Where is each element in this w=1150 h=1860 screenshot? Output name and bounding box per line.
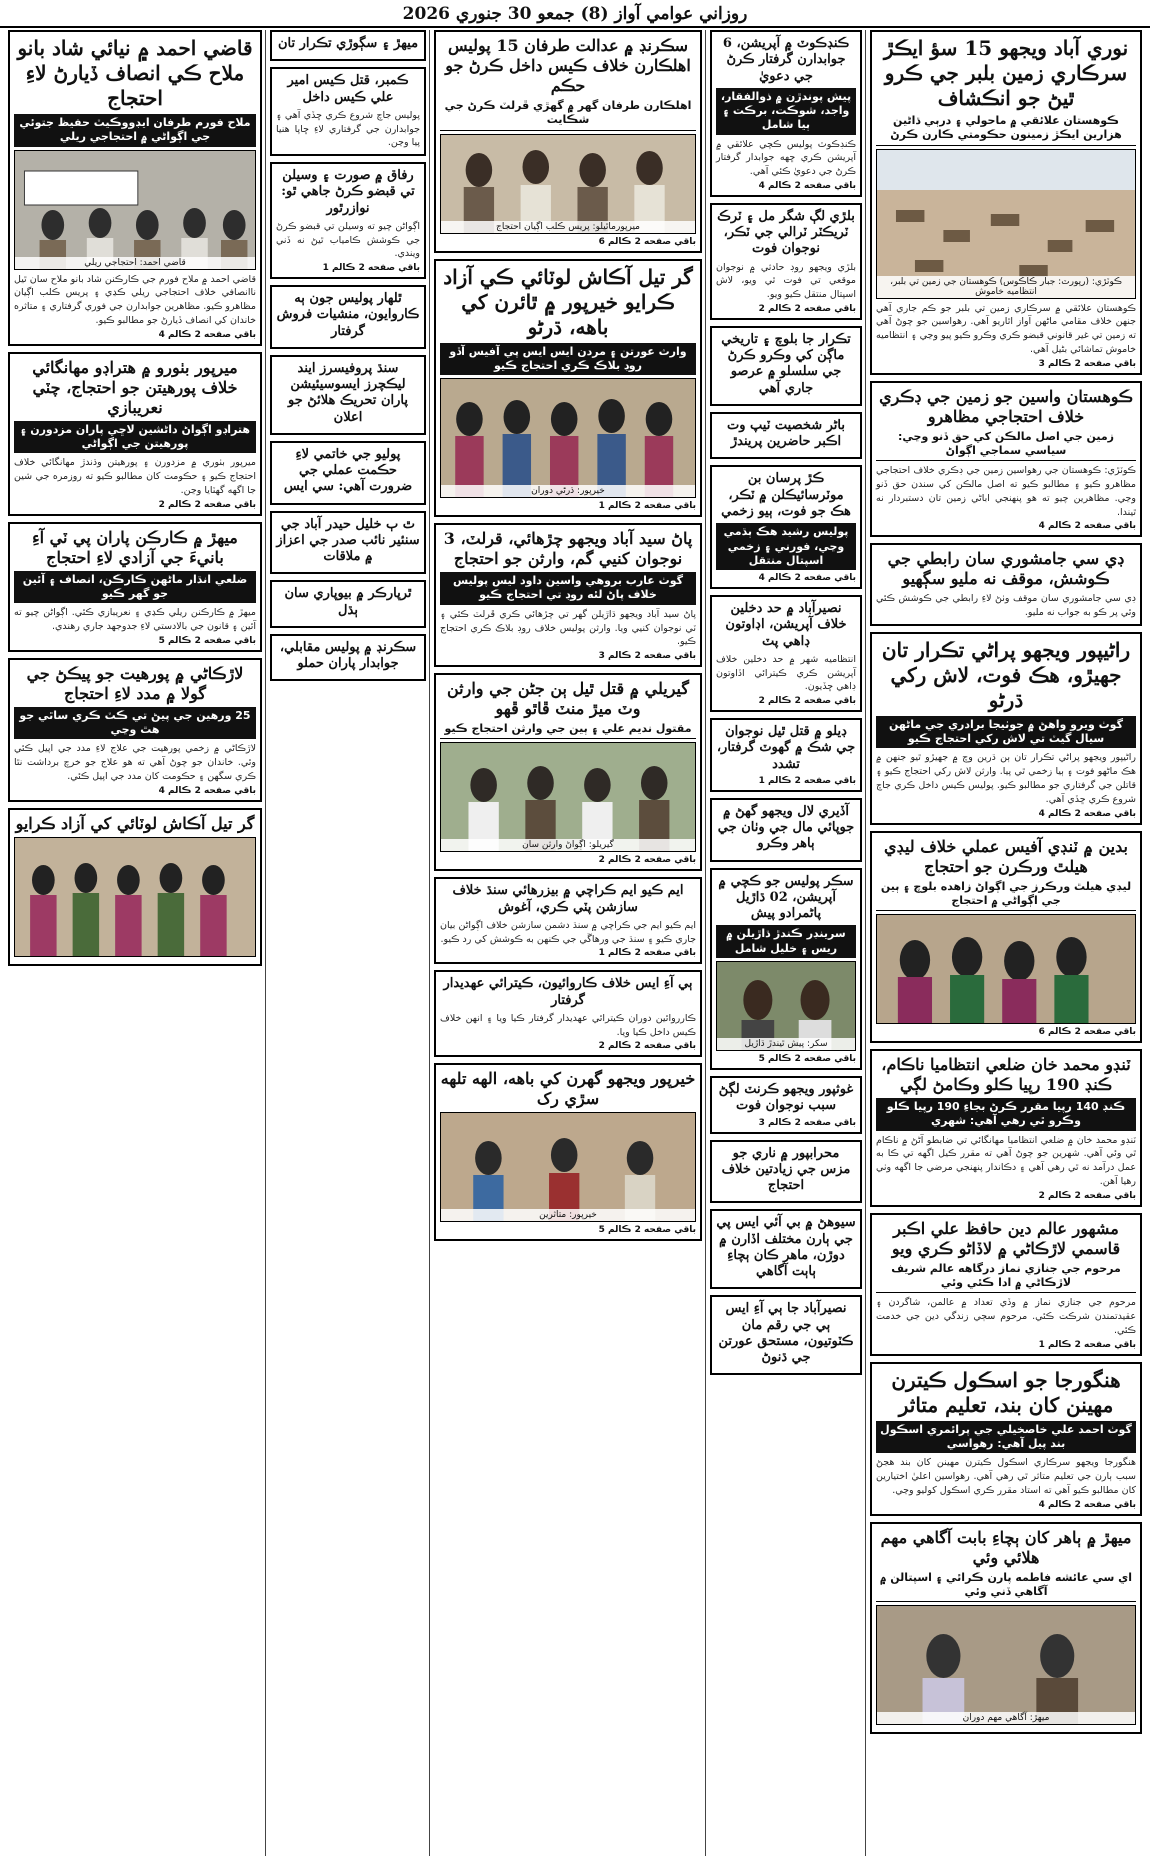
story — [434, 1063, 702, 1241]
story — [434, 673, 702, 871]
continued-note: باقي صفحه 2 ڪالم 6 — [1038, 1027, 1136, 1038]
headline: پوليو جي خاتمي لاءِ حڪمت عملي جي ضرورت آهي: سي ايس — [283, 446, 413, 495]
column-rule — [705, 30, 706, 1856]
headline: تڪرار جا بلوچ ۽ تاريخي ماڳن کي وڪرو ڪرڻ جي سلسلو ۾ عرصو جاري آهي — [721, 331, 851, 396]
continued-note: باقي صفحه 2 ڪالم 5 — [598, 1225, 696, 1236]
story — [434, 30, 702, 253]
headline: ميرپور بٺورو ۾ هتراڊو مهانگائي خلاف پورهيتن جو احتجاج، چٽي نعريبازي — [32, 357, 238, 417]
story — [8, 658, 262, 802]
news-photo — [440, 742, 696, 852]
headline: غوثپور ويجهو ڪرنٽ لڳڻ سبب نوجوان فوت — [718, 1082, 854, 1114]
headline: بلڙي لڳ شگر مل ۽ ٽرڪ ٽريڪٽر ٽرالي جي ٽڪر، نوجوان فوت — [717, 208, 855, 257]
column-rule — [865, 30, 866, 1856]
headline: ڪنڊڪوٽ ۾ آپريشن، 6 جوابدارن گرفتار ڪرڻ جي دعويٰ — [722, 36, 850, 84]
story — [270, 30, 426, 61]
column-rule — [265, 30, 266, 1856]
article-text: راڻيپور ويجهو پراڻي تڪرار تان ٻن ڌرين وچ ۾ جهيڙو ٿيو جنهن ۾ هڪ ماڻهو فوت ۽ ٻيا زخمي ٿي پيا. وارثن لاش رکي احتجاج ڪيو ۽ قاتلن جي گرفتاري جو مطالبو ڪيو. پوليس ڪيس داخل ڪري جاچ شروع ڪري ڇڏي آهي. — [876, 752, 1136, 805]
story — [8, 522, 262, 652]
article-text: پوليس جاچ شروع ڪري ڇڏي آهي ۽ جوابدارن جي گرفتاري لاءِ ڇاپا هنيا پيا وڃن. — [276, 109, 420, 149]
article-text: قاضي احمد ۾ ملاح فورم جي ڪارڪنن شاد بانو ملاح سان ٿيل ناانصافي خلاف احتجاجي ريلي ڪڍي ۽ پريس ڪلب اڳيان مظاهرو ڪيو. مظاهرين جوابدارن جي فوري گرفتاري ۽ متاثره خاندان کي انصاف ڏيارڻ جو مطالبو ڪيو. — [14, 273, 256, 326]
headline: بدين ۾ ٽنڊي آفيس عملي خلاف ليڊي هيلٿ ورڪرن جو احتجاج — [884, 836, 1128, 876]
continued-note: باقي صفحه 2 ڪالم 1 — [1038, 1339, 1136, 1350]
continued-note: باقي صفحه 2 ڪالم 2 — [758, 303, 856, 314]
continued-note: باقي صفحه 2 ڪالم 1 — [758, 775, 856, 786]
news-photo — [876, 1605, 1136, 1725]
subheadline: مقتول نديم علي ۽ ٻين جي وارثن احتجاج ڪيو — [440, 722, 696, 739]
subheadline: مرحوم جي جنازي نماز درگاهه عالم شريف لاڙڪاڻي ۾ ادا ڪئي وئي — [876, 1262, 1136, 1294]
subheadline: زمين جي اصل مالڪن کي حق ڏنو وڃي: سياسي سماجي اڳواڻ — [876, 430, 1136, 462]
headline: رفاق ۾ صورت ۽ وسيلن تي قبضو ڪرڻ جاهي ٿو: نوازرٿور — [281, 168, 415, 216]
subheadline: ڪوهستان علائقي ۾ ماحولي ۽ درٻي ڌاڻين هزارين ايڪڙ زمينون حڪومتي ڪارن ڪرڻ — [876, 114, 1136, 146]
article-text: ڪنڊڪوٽ پوليس ڪچي علائقي ۾ آپريشن ڪري ڇهه جوابدار گرفتار ڪرڻ جي دعويٰ ڪئي آهي. — [716, 138, 856, 178]
story — [270, 285, 426, 349]
story — [710, 718, 862, 792]
continued-note: باقي صفحه 2 ڪالم 2 — [758, 696, 856, 707]
continued-note: باقي صفحه 2 ڪالم 4 — [1038, 808, 1136, 819]
headline: ٿرپارڪر ۾ بيوپاري سان ٻڌل — [284, 586, 412, 618]
article-text: ميهڙ ۾ ڪارڪنن ريلي ڪڍي ۽ نعريبازي ڪئي. اڳواڻن چيو ته آئين ۽ قانون جي بالادستي لاءِ جدوجهد جاري رهندي. — [14, 607, 256, 632]
story — [270, 67, 426, 156]
headline: ايم ڪيو ايم ڪراچي ۾ بيزرهائي سنڌ خلاف سازشن پٽي ڪري، آغوش — [452, 883, 684, 915]
headline: آڏيري لال ويجهو گهڻ ۾ جوپائي مال جي وٺان جي ٻاهر وڪرو — [717, 803, 855, 852]
story — [710, 326, 862, 406]
article-text: مرحوم جي جنازي نماز ۾ وڏي تعداد ۾ عالمن، شاگردن ۽ عقيدتمندن شرڪت ڪئي. مرحوم سڄي زندگي دين جي خدمت ڪئي. — [876, 1297, 1136, 1336]
article-text: ڪارروائين دوران ڪيترائي عهديدار گرفتار ڪيا ويا ۽ انهن خلاف ڪيس داخل ڪيا ويا. — [440, 1012, 696, 1038]
photo-caption: سکر: پيش ٿيندڙ ڌاڙيل — [717, 1038, 855, 1050]
story — [870, 1049, 1142, 1207]
article-text: انتظاميه شهر ۾ حد دخلين خلاف آپريشن ڪري ڪيترائي اڏاوتون ڊاهي ڇڏيون. — [716, 653, 856, 693]
headline: سيوهڻ ۾ بي آئي ايس پي جي ٻارن مختلف اڏارن ۾ دوڙن، ماهر ڪان ٻچاءِ ٻاٻت آگاهي — [716, 1215, 856, 1280]
photo-caption: قاضي احمد: احتجاجي ريلي — [15, 257, 255, 269]
headline: هنگورجا جو اسڪول ڪيترن مهينن کان بند، تعليم متاثر — [891, 1367, 1121, 1417]
headline: قاضي احمد ۾ نيائي شاد بانو ملاح ڪي انصاف ڏيارڻ لاءِ احتجاج — [17, 36, 253, 110]
photo-caption: خيرپور: ڌرڻي دوران — [441, 485, 695, 497]
kicker: هتراڊو اڳواڻ داڻشين لاڇي پاران مزدورن ۽ پورهيتن جي اڳواڻي — [14, 421, 256, 454]
article-text: بلڙي ويجهو روڊ حادثي ۾ نوجوان موقعي تي فوت ٿي ويو، لاش اسپتال منتقل ڪيو ويو. — [716, 261, 856, 301]
story — [270, 355, 426, 435]
kicker: ڪنڊ 140 رپيا مقرر ڪرڻ بجاءِ 190 رپيا ڪلو وڪرو ٿي رهي آهي: شهري — [876, 1098, 1136, 1131]
news-photo — [876, 914, 1136, 1024]
story — [710, 1209, 862, 1289]
story — [710, 798, 862, 862]
news-photo — [876, 149, 1136, 299]
news-photo — [14, 837, 256, 957]
column-2 — [710, 30, 862, 1856]
headline: باڻر شخصيت ٽيپ وت اڪبر حاضرين پريندڙ — [726, 417, 845, 450]
continued-note: باقي صفحه 2 ڪالم 1 — [322, 263, 420, 274]
article-text: اڳواڻن چيو ته وسيلن تي قبضو ڪرڻ جي ڪوشش ڪامياب ٿيڻ نه ڏني ويندي. — [276, 220, 420, 260]
news-photo — [440, 134, 696, 234]
story — [8, 352, 262, 516]
story — [270, 634, 426, 682]
story — [270, 511, 426, 575]
kicker: پيش پوندڙن ۾ ذوالفقار، واجد، شوڪت، برڪت ۽ ٻيا شامل — [716, 88, 856, 135]
headline: سڪرنڊ ۾ پوليس مقابلي، جوابدار پاران حملو — [279, 639, 417, 672]
headline: محرابپور ۾ ناري جو مزس جي زيادتين خلاف احتجاج — [721, 1145, 851, 1194]
kicker: پوليس رشيد هڪ ٻڌمي وڃي، فورني ۽ زخمي اسپتال منتقل — [716, 523, 856, 570]
kicker: سرينڊر ڪندڙ ڌاڙيلن ۾ ريس ۽ خليل شامل — [716, 925, 856, 958]
headline: ٿ ٻ خليل حيدر آباد جي سنئير نائب صدر جي اعزاز ۾ ملاقات — [276, 516, 420, 565]
story — [710, 30, 862, 197]
headline: ميهڙ ۾ ڪارڪن پاران پي ٽي آءِ بانيءَ جي آزادي لاءِ احتجاج — [32, 527, 238, 567]
article-text: ڪوٽڙي: ڪوهستان جي رهواسين زمين جي ڊڪري خلاف احتجاجي مظاهرو ڪيو ۽ مطالبو ڪيو ته اصل مالڪن کي سندن حق ڏنو وڃي. مظاهرين چيو ته هو پنهنجي اباڻي زمين تان دستبردار نه ٿيندا. — [876, 465, 1136, 518]
story — [710, 1295, 862, 1375]
article-text: پاڻ سيد آباد ويجهو ڌاڙيلن گهر تي چڙهائي ڪري ڦرلٽ ڪئي ۽ ٽي نوجوان کنيي ويا. وارثن پوليس خلاف روڊ بلاڪ ڪري احتجاج ڪيو. — [440, 608, 696, 648]
continued-note: باقي صفحه 2 ڪالم 4 — [158, 785, 256, 796]
story — [870, 30, 1142, 375]
kicker: گوٺ عارب بروهي واسين داود ليس پوليس خلاف پاڻ لئه روڊ تي احتجاج ڪيو — [440, 572, 696, 605]
story — [870, 543, 1142, 626]
story — [270, 441, 426, 505]
column-3 — [434, 30, 702, 1856]
story — [710, 595, 862, 712]
story — [870, 1522, 1142, 1735]
headline: ٿلهار پوليس جون ٻه ڪاروايون، منشيات فروش گرفتار — [276, 291, 420, 339]
story — [710, 203, 862, 320]
continued-note: باقي صفحه 2 ڪالم 1 — [598, 501, 696, 512]
photo-caption: ڪوٽڙي: (رپورٽ: جبار ڪاڪوس) ڪوهستان جي زمين تي بلبر، انتظاميه خاموش — [877, 276, 1135, 298]
article-text: ڊي سي جامشوري سان موقف وٺڻ لاءِ رابطي جي ڪوشش ڪئي وئي پر ڪو به جواب نه مليو. — [876, 593, 1136, 619]
headline: ٻي آءِ ايس خلاف ڪاروائيون، ڪيترائي عهديدار گرفتار — [443, 976, 693, 1008]
continued-note: باقي صفحه 2 ڪالم 5 — [758, 1054, 856, 1065]
headline: نوري آباد ويجهو 15 سؤ ايڪڙ سرڪاري زمين بلبر جي ڪرو ٿيڻ جو انڪشاف — [883, 36, 1129, 110]
photo-caption: ميرپورماٿيلو: پريس ڪلب اڳيان احتجاج — [441, 221, 695, 233]
headline: گر تيل آڪاش لوٽائي کي آزاد ڪرايو — [15, 813, 255, 833]
article-text: ايم ڪيو ايم جي ڪراچي ۾ سنڌ دشمن سازشن خلاف اڳواڻن بيان جاري ڪيو ۽ سنڌ جي ورهاڱي جي ڪنهن به ڪوشش کي رد ڪيو. — [440, 919, 696, 945]
article-text: لاڙڪاڻي ۾ زخمي پورهيت جي علاج لاءِ مدد جي اپيل ڪئي وئي. خاندان جو چوڻ آهي ته هو علاج جو خرچ برداشت نٿا ڪري سگهن ۽ حڪومت کان مدد جي اپيل ڪئي. — [14, 743, 256, 782]
photo-caption: گيريلو: اڳواڻ وارثن سان — [441, 839, 695, 851]
subheadline: اهلڪارن طرفان گهر ۾ گهڙي ڦرلٽ ڪرڻ جي شڪايت — [440, 99, 696, 131]
headline: ڊيلو ۾ قتل ٿيل نوجوان جي شڪ ۾ گهوٽ گرفتار، تشدد — [716, 724, 856, 772]
story — [710, 465, 862, 589]
article-text: ٽنڊو محمد خان ۾ ضلعي انتظاميا مهانگائي تي ضابطو آڻڻ ۾ ناڪام ٿي وئي آهي. شهرين جو چوڻ آهي ته مقرر ڪيل اگهه تي ڪا به عمل درآمد نه ٿي رهي آهي ۽ دڪاندار پنهنجي مرضي جا اگهه وٺي رهيا آهن. — [876, 1134, 1136, 1187]
masthead: روزاني عوامي آواز (8) جمعو 30 جنوري 2026 — [0, 0, 1150, 28]
article-text: هنگورجا ويجهو سرڪاري اسڪول ڪيترن مهينن کان بند هجڻ سبب ٻارن جي تعليم متاثر ٿي رهي آهي. رهواسين اعليٰ اختيارين کان مطالبو ڪيو آهي ته استاد مقرر ڪري اسڪول کوليو وڃي. — [876, 1457, 1136, 1496]
headline: ڪوهستان واسين جو زمين جي ڊڪري خلاف احتجاجي مظاهرو — [879, 386, 1133, 426]
story — [434, 259, 702, 518]
headline: گيريلي ۾ قتل ٿيل ٻن جڻن جي وارثن وٽ ميڙ منٽ ڦاٿو ڦهو — [446, 679, 689, 719]
story — [270, 580, 426, 628]
headline: ڊي سي جامشوري سان رابطي جي ڪوشش، موقف نه مليو سڳهيو — [887, 549, 1125, 589]
column-5 — [8, 30, 262, 1856]
kicker: گوٺ ويرو واهڻ ۾ جوٺيجا برادري جي ماڻهن سيال گيٽ تي لاش رکي احتجاج ڪيو — [876, 716, 1136, 749]
story — [434, 523, 702, 667]
headline: سڪر پوليس جو ڪچي ۾ آپريشن، 02 ڌاڙيل پاڻمرادو پيش — [718, 873, 854, 922]
continued-note: باقي صفحه 2 ڪالم 6 — [598, 236, 696, 247]
column-rule — [429, 30, 430, 1856]
headline: ميهڙ ۾ ٻاهر کان ٻچاءِ بابت آگاهي مهم هلائي وئي — [880, 1527, 1132, 1567]
headline: پاڻ سيد آباد ويجهو چڙهائي، قرلٽ، 3 نوجوان کنيي گم، وارثن جو احتجاج — [443, 529, 693, 569]
news-photo — [440, 378, 696, 498]
headline: گر تيل آڪاش لوٽائي ڪي آزاد ڪرايو خيرپور ۾ ٿائرن کي باهه، ڌرڻو — [443, 264, 693, 339]
kicker: ملاح فورم طرفان ايڊووڪيٽ حفيظ جتوئي جي اڳواڻي ۾ احتجاجي ريلي — [14, 114, 256, 147]
story — [434, 970, 702, 1057]
article-text: ڪوهستان علائقي ۾ سرڪاري زمين تي بلبر جو ڪم جاري آهي جنهن خلاف مقامي ماڻهن آواز اٿاريو آهي. رهواسين جو چوڻ آهي ته زمين تي غير قانوني قبضو ڪري وڪرو ڪيو پيو وڃي ۽ انتظاميه خاموش تماشائي بڻيل آهي. — [876, 302, 1136, 355]
headline: خيرپور ويجهو گهرن کي باهه، الهه تلهه سڙي رک — [440, 1069, 696, 1109]
story — [870, 831, 1142, 1044]
story — [870, 632, 1142, 825]
story — [270, 162, 426, 279]
column-4 — [270, 30, 426, 1856]
continued-note: باقي صفحه 2 ڪالم 2 — [1038, 1190, 1136, 1201]
headline: سڪرنڊ ۾ عدالت طرفان 15 پوليس اهلڪارن خلاف ڪيس داخل ڪرڻ جو حڪم — [445, 36, 691, 95]
story — [870, 1213, 1142, 1356]
kicker: وارث عورتن ۽ مردن ايس ايس پي آفيس آڏو روڊ بلاڪ ڪري احتجاج ڪيو — [440, 343, 696, 376]
news-photo — [440, 1112, 696, 1222]
continued-note: باقي صفحه 2 ڪالم 1 — [598, 948, 696, 959]
headline: ڪڙ پرسان بن موٽرسائيڪلن ۾ ٽڪر، هڪ جو فوت، ٻيو زخمي — [721, 471, 851, 519]
photo-caption: ميهڙ: آگاهي مهم دوران — [877, 1712, 1135, 1724]
continued-note: باقي صفحه 2 ڪالم 2 — [598, 1041, 696, 1052]
story — [710, 412, 862, 460]
news-photo — [14, 150, 256, 270]
continued-note: باقي صفحه 2 ڪالم 3 — [598, 651, 696, 662]
headline: ڪمبر، قتل ڪيس امير علي ڪيس داخل — [287, 73, 409, 105]
kicker: ضلعي انڌار ماڻهن ڪارڪن، انصاف ۽ آئين جو گهر ڪيو — [14, 571, 256, 604]
continued-note: باقي صفحه 2 ڪالم 2 — [158, 499, 256, 510]
continued-note: باقي صفحه 2 ڪالم 3 — [758, 1117, 856, 1128]
story — [710, 868, 862, 1070]
photo-caption: خيرپور: متاثرين — [441, 1209, 695, 1221]
continued-note: باقي صفحه 2 ڪالم 5 — [158, 635, 256, 646]
story — [434, 877, 702, 964]
headline: نصيرآباد جا ٻي آءِ ايس ٻي جي رقم مان ڪٽوتيون، مستحق عورتن جي ڌنوڻ — [718, 1301, 854, 1366]
continued-note: باقي صفحه 2 ڪالم 4 — [1038, 521, 1136, 532]
article-text: ميرپور بٺوري ۾ مزدورن ۽ پورهيتن وڌندڙ مهانگائي خلاف احتجاج ڪيو ۽ حڪومت کان مطالبو ڪيو ته روزمره جي شين جا اگهه گهٽايا وڃن. — [14, 457, 256, 496]
headline: ٽنڊو محمد خان ضلعي انتظاميا ناڪام، ڪنڊ 190 رپيا ڪلو وڪامڻ لڳي — [881, 1055, 1131, 1095]
headline: راڻيپور ويجهو پراڻي تڪرار تان جهيڙو، هڪ فوت، لاش رکي ڌرڻو — [881, 637, 1131, 712]
story — [870, 1362, 1142, 1516]
news-photo — [716, 961, 856, 1051]
continued-note: باقي صفحه 2 ڪالم 4 — [758, 573, 856, 584]
story — [710, 1076, 862, 1134]
headline: لاڙڪاڻي ۾ پورهيت جو پيڪڻ جي گولا ۾ مدد لاءِ احتجاج — [26, 663, 244, 703]
story — [8, 808, 262, 966]
continued-note: باقي صفحه 2 ڪالم 4 — [758, 180, 856, 191]
continued-note: باقي صفحه 2 ڪالم 4 — [1038, 1499, 1136, 1510]
continued-note: باقي صفحه 2 ڪالم 3 — [1038, 358, 1136, 369]
headline: نصيرآباد ۾ حد دخلين خلاف آپريشن، اڊاوتون ڊاهي پٽ — [725, 601, 847, 649]
story — [870, 381, 1142, 538]
headline: مشهور عالم دين حافظ علي اڪبر قاسمي لاڙڪاڻي ۾ لاڏاڻو ڪري ويو — [891, 1218, 1121, 1258]
continued-note: باقي صفحه 2 ڪالم 4 — [158, 329, 256, 340]
column-1 — [870, 30, 1142, 1856]
story — [8, 30, 262, 346]
subheadline: اي سي عائشه فاطمه پارن ڪرائي ۽ اسپتالن ۾ آگاهي ڏني وئي — [876, 1571, 1136, 1603]
subheadline: ليڊي هيلٿ ورڪرز جي اڳواڻ زاهده بلوچ ۽ ٻين جي اڳواڻي ۾ احتجاج — [876, 880, 1136, 912]
story — [710, 1140, 862, 1204]
kicker: گوٺ احمد علي خاصخيلي جي پرائمري اسڪول بند پيل آهي: رهواسي — [876, 1421, 1136, 1454]
continued-note: باقي صفحه 2 ڪالم 2 — [598, 855, 696, 866]
headline: ميهڙ ۽ سڳوڙي تڪرار تان — [277, 36, 419, 51]
kicker: 25 ورهين جي پيڻ تي ڪٽ ڪري ساٿي جو هٿ وڃي — [14, 707, 256, 740]
headline: سنڌ پروفيسرز ايند ليڪچرز ايسوسيئيشن پاران تحريڪ هلائڻ جو اعلان — [288, 360, 408, 425]
